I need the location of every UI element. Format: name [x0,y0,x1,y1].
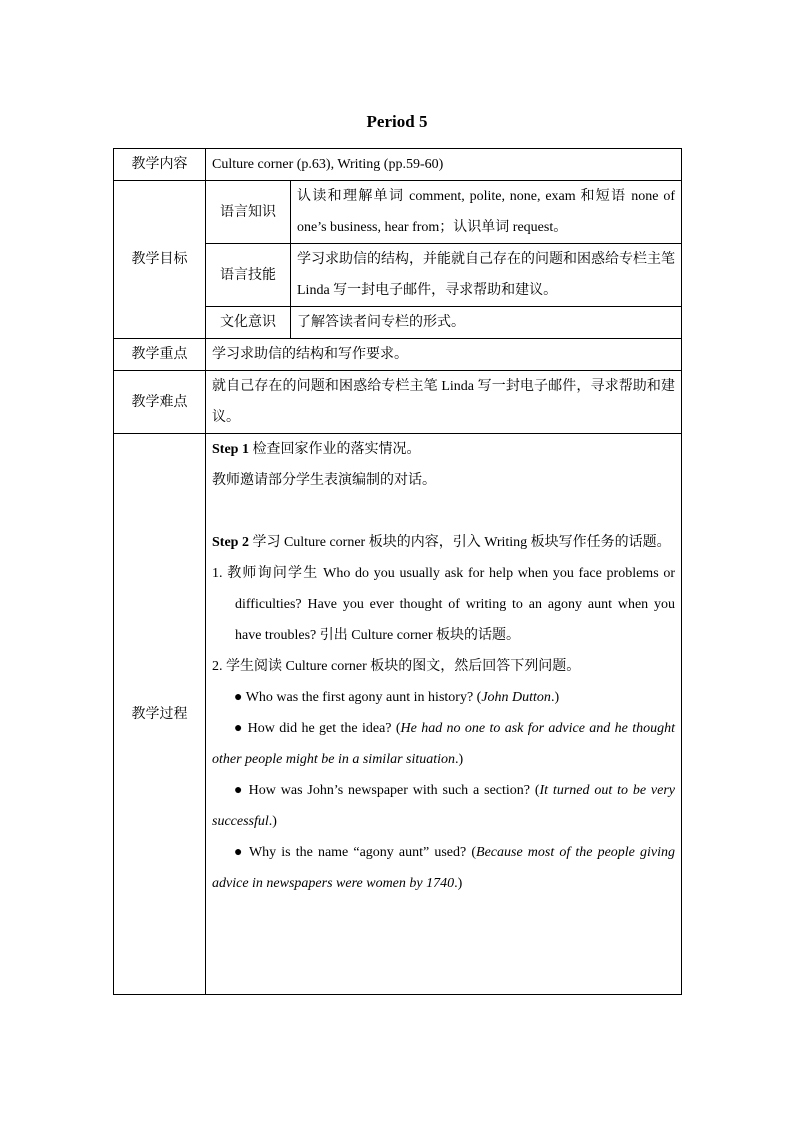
question-1-end: .) [550,690,560,705]
step1-head: Step 1 [212,442,249,457]
question-3-text: ● How was John’s newspaper with such a section? ( [234,783,540,798]
difficulties-label: 教学难点 [114,371,206,434]
skills-value: 学习求助信的结构，并能就自己存在的问题和困惑给专栏主笔 Linda 写一封电子邮件，寻求帮助和建议。 [291,244,682,307]
question-4-text: ● Why is the name “agony aunt” used? ( [234,845,477,860]
question-2-answer: He had no one to ask for advice and he thought other people might be in a similar situation [212,721,676,767]
lesson-plan-table [113,148,682,995]
knowledge-value: 认读和理解单词 comment, polite, none, exam 和短语 none of one’s business, hear from；认识单词 request。 [291,181,682,244]
page-title: Period 5 [366,112,428,131]
question-2-text: ● How did he get the idea? ( [234,721,401,736]
process-label: 教学过程 [114,434,206,995]
question-4-end: .) [454,876,463,891]
key-points-value: 学习求助信的结构和写作要求。 [206,339,682,371]
content-label: 教学内容 [114,149,206,181]
row-key-points [114,339,682,371]
step1-line2: 教师邀请部分学生表演编制的对话。 [212,473,436,488]
question-3-answer: It turned out to be very successful [212,783,676,829]
row-content [114,149,682,181]
question-1-answer: John Dutton [481,690,551,705]
content-value: Culture corner (p.63), Writing (pp.59-60) [206,149,682,181]
question-3 [212,775,675,837]
row-difficulties [114,371,682,434]
key-points-label: 教学重点 [114,339,206,371]
difficulties-value: 就自己存在的问题和困惑给专栏主笔 Linda 写一封电子邮件，寻求帮助和建议。 [206,371,682,434]
question-4 [212,837,675,899]
question-4-answer: Because most of the people giving advice in newspapers were women by 1740 [212,845,675,891]
objectives-label: 教学目标 [114,181,206,339]
question-3-end: .) [268,814,277,829]
step1-text: 检查回家作业的落实情况。 [248,442,421,457]
step2-head: Step 2 [212,535,249,550]
step1 [212,434,675,465]
culture-value: 了解答读者问专栏的形式。 [291,307,682,339]
row-knowledge [114,181,682,244]
question-1-text: ● Who was the first agony aunt in history? ( [234,690,482,705]
step2-text: 学习 Culture corner 板块的内容，引入 Writing 板块写作任务的话题。 [248,535,671,550]
question-2-end: .) [455,752,464,767]
question-2 [212,713,675,775]
process-item-2: 2. 学生阅读 Culture corner 板块的图文，然后回答下列问题。 [212,659,581,674]
knowledge-label: 语言知识 [206,181,291,244]
skills-label: 语言技能 [206,244,291,307]
spacer [212,496,675,527]
process-item-1: 1. 教师询问学生 Who do you usually ask for help when you face problems or difficulties? Have you ever thought of writing to an agony aunt when you have troubles? 引出 Culture corner 板块的话题。 [212,566,676,643]
step2 [212,527,675,558]
question-1 [212,682,675,713]
culture-label: 文化意识 [206,307,291,339]
process-content [206,434,682,995]
row-process [114,434,682,995]
